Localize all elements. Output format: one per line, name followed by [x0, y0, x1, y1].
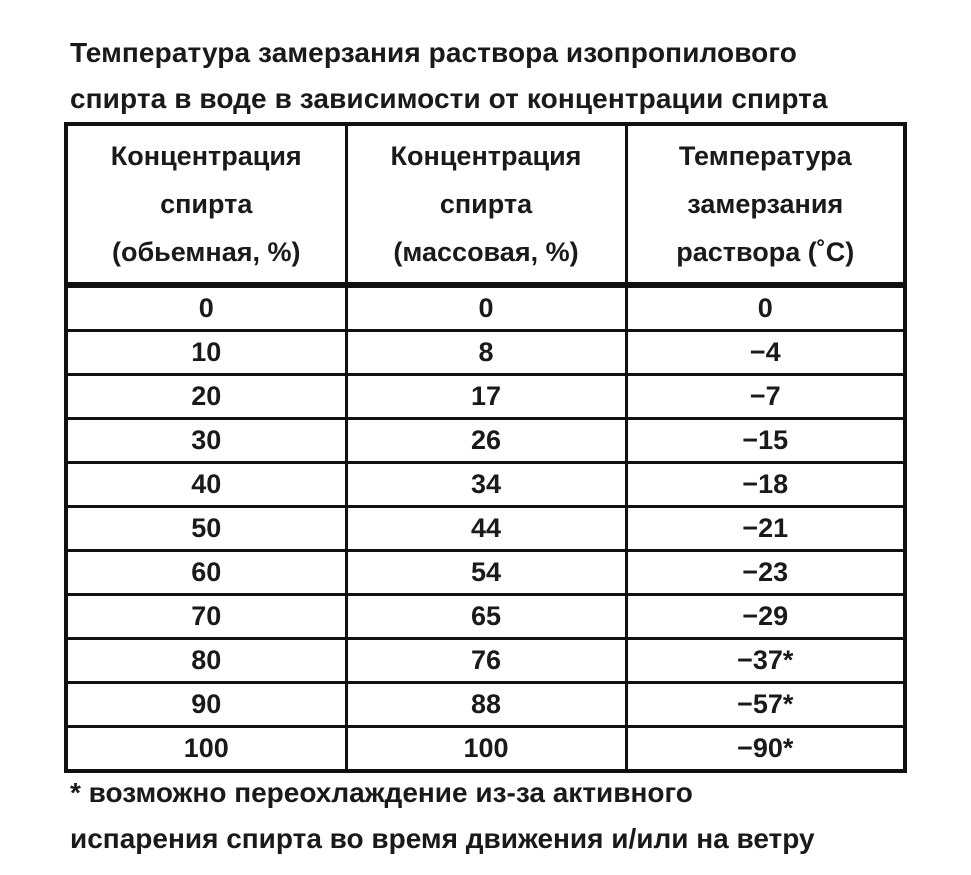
- table-row: [66, 507, 905, 551]
- header-volume-concentration: [66, 124, 346, 285]
- cell-temperature: 0: [626, 285, 905, 331]
- cell-volume: 10: [66, 331, 346, 375]
- table-row: [66, 551, 905, 595]
- table-row: [66, 463, 905, 507]
- table-row: [66, 595, 905, 639]
- cell-temperature: −18: [626, 463, 905, 507]
- header-freezing-temperature: [626, 124, 905, 285]
- cell-temperature: −23: [626, 551, 905, 595]
- cell-mass: 54: [346, 551, 626, 595]
- header-text: Концентрация: [390, 141, 582, 171]
- cell-temperature: −7: [626, 375, 905, 419]
- cell-volume: 30: [66, 419, 346, 463]
- table-row: [66, 375, 905, 419]
- cell-mass: 26: [346, 419, 626, 463]
- header-text: замерзания: [687, 189, 844, 219]
- cell-volume: 40: [66, 463, 346, 507]
- cell-mass: 8: [346, 331, 626, 375]
- table-row: [66, 683, 905, 727]
- header-text: Концентрация: [110, 141, 302, 171]
- cell-mass: 44: [346, 507, 626, 551]
- footnote-line-1: * возможно переохлаждение из-за активного: [70, 777, 693, 808]
- cell-temperature: −15: [626, 419, 905, 463]
- header-text: Температура: [678, 141, 852, 171]
- table-row: [66, 727, 905, 772]
- header-text: спирта: [439, 189, 533, 219]
- cell-mass: 34: [346, 463, 626, 507]
- page-title: [70, 30, 950, 122]
- cell-mass: 0: [346, 285, 626, 331]
- table-row: [66, 285, 905, 331]
- cell-volume: 90: [66, 683, 346, 727]
- cell-volume: 0: [66, 285, 346, 331]
- title-line-2: спирта в воде в зависимости от концентрации спирта: [70, 83, 828, 114]
- cell-volume: 100: [66, 727, 346, 772]
- header-text: спирта: [160, 189, 253, 219]
- cell-volume: 20: [66, 375, 346, 419]
- header-text: раствора (˚С): [676, 237, 855, 267]
- cell-temperature: −21: [626, 507, 905, 551]
- cell-temperature: −57*: [626, 683, 905, 727]
- cell-volume: 70: [66, 595, 346, 639]
- cell-mass: 76: [346, 639, 626, 683]
- header-mass-concentration: [346, 124, 626, 285]
- cell-temperature: −37*: [626, 639, 905, 683]
- freezing-point-table: [64, 122, 907, 773]
- cell-mass: 100: [346, 727, 626, 772]
- cell-mass: 65: [346, 595, 626, 639]
- cell-volume: 60: [66, 551, 346, 595]
- cell-temperature: −29: [626, 595, 905, 639]
- footnote: [70, 770, 950, 862]
- cell-mass: 88: [346, 683, 626, 727]
- cell-mass: 17: [346, 375, 626, 419]
- footnote-line-2: испарения спирта во время движения и/или на ветру: [70, 823, 815, 854]
- table-row: [66, 419, 905, 463]
- table-row: [66, 639, 905, 683]
- table-header-row: [66, 124, 905, 285]
- cell-volume: 50: [66, 507, 346, 551]
- cell-temperature: −4: [626, 331, 905, 375]
- header-text: (обьемная, %): [112, 237, 301, 267]
- cell-temperature: −90*: [626, 727, 905, 772]
- header-text: (массовая, %): [393, 237, 579, 267]
- cell-volume: 80: [66, 639, 346, 683]
- title-line-1: Температура замерзания раствора изопропилового: [70, 37, 797, 68]
- table-row: [66, 331, 905, 375]
